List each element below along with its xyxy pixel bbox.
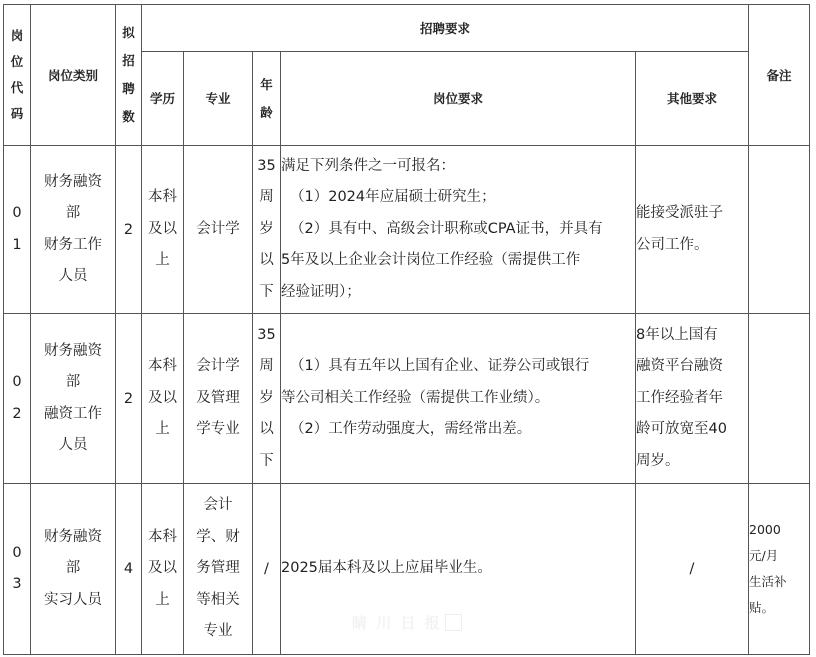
- cell-line: 周: [259, 189, 274, 206]
- cell-line: 学专业: [196, 421, 240, 438]
- watermark-logo: [352, 612, 462, 633]
- cell-line: 实习人员: [44, 591, 102, 608]
- header-duty: 岗位要求: [281, 52, 636, 146]
- row-education: [142, 146, 184, 314]
- cell-line: 融资平台融资: [636, 358, 723, 375]
- cell-line: 及以: [148, 220, 177, 237]
- cell-line: 0: [12, 205, 22, 221]
- table-row: [4, 146, 810, 314]
- cell-line: 位: [10, 54, 24, 69]
- header-education: 学历: [142, 52, 184, 146]
- row-age: [253, 146, 281, 314]
- row-code: [4, 484, 31, 655]
- row-duty: [281, 314, 636, 484]
- row-category: [31, 146, 116, 314]
- row-remark: [749, 314, 810, 484]
- cell-line: 本科: [148, 189, 177, 206]
- cell-line: 人员: [58, 268, 88, 284]
- cell-line: 满足下列条件之一可报名：: [281, 157, 455, 174]
- watermark-text: 睛 川 日 报: [352, 614, 442, 632]
- cell-line: （2）工作劳动强度大，需经常出差。: [290, 421, 532, 438]
- cell-line: 龄可放宽至40: [636, 421, 727, 438]
- row-code: [4, 314, 31, 484]
- cell-line: 部: [65, 205, 81, 221]
- row-other: [636, 146, 749, 314]
- cell-line: 会计学: [196, 358, 240, 375]
- cell-line: 经验证明）；: [281, 283, 361, 300]
- row-count: 2: [116, 146, 142, 314]
- row-count: 2: [116, 314, 142, 484]
- cell-line: 及管理: [196, 389, 240, 406]
- cell-line: 岁: [259, 389, 274, 406]
- cell-line: 本科: [148, 528, 177, 545]
- header-remark: 备注: [749, 5, 810, 146]
- cell-line: 2000: [749, 522, 781, 537]
- cell-line: 等公司相关工作经验（需提供工作业绩）。: [281, 389, 550, 406]
- cell-line: 3: [12, 576, 22, 592]
- cell-line: 拟: [122, 25, 135, 40]
- cell-line: 下: [259, 452, 274, 469]
- cell-line: 5年及以上企业会计岗位工作经验（需提供工作: [281, 252, 581, 269]
- row-category: [31, 484, 116, 655]
- header-category: 岗位类别: [31, 5, 116, 146]
- recruitment-table: [3, 4, 810, 655]
- cell-line: 会计学: [196, 220, 240, 237]
- cell-line: 务管理: [196, 560, 240, 577]
- cell-line: 财务融资: [44, 342, 102, 359]
- row-category: [31, 314, 116, 484]
- header-requirements: 招聘要求: [142, 5, 749, 52]
- cell-line: 部: [65, 374, 81, 390]
- cell-line: 2025届本科及以上应届毕业生。: [281, 560, 492, 577]
- cell-line: 财务工作: [44, 236, 102, 253]
- cell-line: 周: [259, 358, 274, 375]
- cell-line: 及以: [148, 389, 177, 406]
- cell-line: 生活补: [749, 574, 787, 589]
- row-count: 4: [116, 484, 142, 655]
- cell-line: 会计: [203, 497, 233, 514]
- row-major: [184, 484, 253, 655]
- cell-line: （1）具有五年以上国有企业、证券公司或银行: [290, 358, 590, 375]
- row-education: [142, 314, 184, 484]
- header-other: 其他要求: [636, 52, 749, 146]
- header-major: 专业: [184, 52, 253, 146]
- row-age: [253, 314, 281, 484]
- row-other: [636, 484, 749, 655]
- cell-line: 下: [259, 283, 274, 300]
- row-education: [142, 484, 184, 655]
- table-row: [4, 314, 810, 484]
- cell-line: 学、财: [196, 528, 240, 545]
- cell-line: 1: [12, 236, 22, 253]
- row-remark: [749, 484, 810, 655]
- cell-line: 年: [260, 76, 273, 92]
- cell-line: 以: [259, 252, 274, 269]
- cell-line: 35: [257, 157, 276, 174]
- cell-line: 元/月: [749, 548, 779, 563]
- header-row-top: [4, 5, 810, 52]
- cell-line: 部: [65, 560, 81, 577]
- cell-line: 财务融资: [44, 528, 102, 545]
- cell-line: 岁: [259, 220, 274, 237]
- cell-line: 等相关: [196, 591, 240, 608]
- cell-line: 龄: [260, 104, 273, 120]
- cell-line: 上: [155, 421, 170, 438]
- cell-line: 公司工作。: [636, 236, 709, 253]
- cell-line: 贴。: [749, 600, 775, 615]
- row-remark: [749, 146, 810, 314]
- cell-line: 上: [155, 252, 170, 269]
- cell-line: 8年以上国有: [636, 326, 718, 343]
- cell-line: 本科: [148, 358, 177, 375]
- cell-line: 0: [12, 374, 22, 390]
- row-code: [4, 146, 31, 314]
- cell-line: 招: [122, 53, 135, 68]
- cell-line: 聘: [122, 81, 135, 96]
- cell-line: 2: [12, 405, 22, 422]
- cell-line: 码: [10, 106, 24, 121]
- header-count: [116, 5, 142, 146]
- cell-line: /: [689, 561, 695, 577]
- row-other: [636, 314, 749, 484]
- watermark-seal-icon: [445, 614, 462, 631]
- header-code: [4, 5, 31, 146]
- cell-line: 周岁。: [636, 452, 680, 469]
- row-major: [184, 146, 253, 314]
- row-age: [253, 484, 281, 655]
- cell-line: 能接受派驻子: [636, 205, 723, 221]
- row-duty: [281, 146, 636, 314]
- cell-line: 数: [122, 109, 135, 124]
- cell-line: 35: [257, 326, 276, 343]
- header-age: [253, 52, 281, 146]
- cell-line: /: [264, 561, 269, 577]
- cell-line: 上: [155, 591, 170, 608]
- row-major: [184, 314, 253, 484]
- cell-line: 以: [259, 421, 274, 438]
- cell-line: 财务融资: [44, 173, 102, 190]
- cell-line: 岗: [10, 28, 24, 43]
- cell-line: 人员: [58, 437, 88, 453]
- cell-line: 及以: [148, 560, 177, 577]
- cell-line: 0: [12, 544, 22, 561]
- cell-line: 工作经验者年: [636, 389, 723, 406]
- cell-line: 代: [10, 80, 24, 95]
- cell-line: （2）具有中、高级会计职称或CPA证书，并具有: [290, 220, 603, 237]
- cell-line: 专业: [203, 623, 233, 640]
- cell-line: （1）2024年应届硕士研究生；: [290, 189, 496, 206]
- cell-line: 融资工作: [44, 405, 102, 422]
